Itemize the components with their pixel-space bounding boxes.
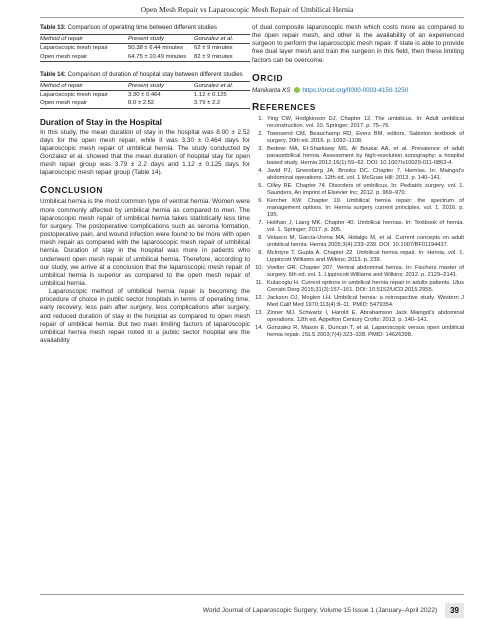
- table-row: [40, 90, 250, 99]
- reference-text: Townsend CM, Beauchamp RD, Evers BM, editors. Sabiston textbook of surgery. 20th ed. 2016. p. 1092–1108.: [267, 130, 464, 144]
- reference-item: [252, 183, 464, 197]
- reference-item: [252, 168, 464, 182]
- reference-item: [252, 295, 464, 309]
- reference-item: [252, 220, 464, 234]
- reference-text: Jackson OJ, Moglen LH. Umbilical hernia: a retrospective study. Western J Med Calif Med 1970;113(4):8–11. PMID: 5479354.: [267, 295, 464, 309]
- reference-text: Javid PJ, Greenberg JA, Brooks DC. Chapter 7. Hernias. In: Maingot's abdominal operations. 12th ed. vol. 1 McGraw Hill; 2013. p. 140–141.: [267, 167, 464, 182]
- table-cell: 1.12 ± 0.125: [194, 91, 227, 98]
- table-cell: 82 ± 9 minutes: [194, 52, 250, 61]
- table13: [40, 34, 250, 62]
- conclusion-heading-rest: ONCLUSION: [47, 185, 104, 196]
- reference-text: Kulacoglu H. Current options in umbilical hernia repair in adults patients. Ulus Cerrahi Derg 2015;31(3):157–161. DOI: 10.5152/UCD.2015.2955.: [267, 280, 464, 294]
- reference-number: 4.: [258, 167, 263, 174]
- table-cell: Open mesh repair: [40, 52, 128, 61]
- table-cell: 64.75 ± 10.49 minutes: [128, 52, 194, 61]
- reference-list: [252, 116, 464, 340]
- table13-header: Gonzalez et al.: [194, 35, 250, 44]
- table14-header: Gonzalez et al.: [194, 81, 250, 90]
- duration-heading: Duration of Stay in the Hospital: [40, 117, 162, 127]
- orcid-author-name: Manikanta KS: [252, 86, 291, 94]
- orcid-heading-rest: RCID: [260, 72, 284, 83]
- reference-number: 9.: [258, 250, 263, 257]
- header-rule: [40, 17, 464, 18]
- table-row: [40, 99, 250, 108]
- reference-item: [252, 310, 464, 324]
- orcid-link[interactable]: https://orcid.org/0000-0003-4150-1250: [302, 86, 409, 94]
- reference-item: [252, 235, 464, 249]
- reference-number: 3.: [258, 145, 263, 152]
- conclusion-paragraph-1: Umbilical hernia is the most common type of ventral hernia. Women were more commonly affected by umbilical hernia as compared to men. The laparoscopic mesh repair of umbilical hernia takes statistically less time for surgery. The postoperative complications such as seroma formation, postoperative pain, and wound infection were found to be more with open mesh repair as compared with the laparoscopic mesh repair of umbilical hernia. Duration of stay in the hospital was more in patients who underwent open mesh repair of umbilical hernia. Therefore, according to our study, we arrive at a conclusion that the laparoscopic mesh repair of umbilical hernia is superior as compared to the open mesh repair of umbilical hernia.: [40, 198, 250, 287]
- reference-text: Voeller GR. Chapter 207. Ventral abdominal hernia. In: Fischers master of surgery. 6th ed. vol. 1. Lippincott Williams and Wilkins; 2012. p. 2129–2141.: [267, 265, 464, 279]
- reference-number: 12.: [255, 295, 263, 302]
- reference-text: Ying CW, Hodgkinson DJ. Chapter 12. The umbilicus. In: Adult umbilical reconstruction. vol. 10. Springer; 2017. p. 75–76.: [267, 115, 464, 129]
- footer: [203, 603, 464, 618]
- orcid-entry: [252, 87, 464, 94]
- reference-item: [252, 265, 464, 279]
- reference-item: [252, 116, 464, 130]
- table-row: [40, 44, 250, 53]
- conclusion-paragraph-3: of dual composite laparoscopic mesh which costs more as compared to the open repair mesh, and other is the availability of an experienced surgeon to perform the laparoscopic mesh repair. If state is able to provide free dual layer mesh and train the surgeon in this field, then these limiting factors can be overcome.: [252, 24, 464, 64]
- table14-header: Method of repair: [40, 81, 128, 90]
- table14-header-row: [40, 81, 250, 90]
- reference-number: 10.: [255, 265, 263, 272]
- reference-item: [252, 250, 464, 264]
- table14-caption-text: Comparison of duration of hospital stay between different studies: [65, 70, 243, 78]
- reference-number: 6.: [258, 197, 263, 204]
- reference-text: Cilley RE. Chapter 74. Disorders of umbilicus. In: Pediatric surgery. vol. 1. Saunders, An imprint of Elsevier Inc; 2012. p. 969–970.: [267, 182, 464, 197]
- reference-item: [252, 198, 464, 220]
- table-cell: 3.79 ± 2.2: [194, 99, 250, 108]
- running-header: Open Mesh Repair vs Laparoscopic Mesh Repair of Umbilical Hernia: [140, 5, 354, 14]
- reference-number: 14.: [255, 325, 263, 332]
- reference-number: 2.: [258, 130, 263, 137]
- reference-item: [252, 280, 464, 294]
- orcid-heading: [252, 73, 464, 84]
- reference-number: 13.: [255, 310, 263, 317]
- reference-number: 1.: [258, 115, 263, 122]
- orcid-heading-initial: O: [252, 72, 261, 84]
- reference-item: [252, 146, 464, 168]
- conclusion-heading-initial: C: [40, 185, 48, 197]
- left-column: [40, 24, 250, 345]
- table14-header: Present study: [128, 81, 194, 90]
- references-heading-initial: R: [252, 101, 260, 113]
- table-cell: 3.30 ± 0.464: [128, 91, 161, 98]
- table14: [40, 81, 250, 109]
- reference-number: 11.: [255, 280, 263, 287]
- table13-caption: [40, 24, 250, 32]
- reference-text: Holihan J, Liang MK. Chapter 40. Umbilical hernias. In: Textbook of hernia. vol. 1. Springer; 2017. p. 305.: [267, 220, 464, 234]
- footer-rule: [40, 594, 464, 595]
- reference-text: Kercher KW. Chapter 19. Umbilical hernia repair: the spectrum of management options. In: Hernia surgery current principles. vol. 1. 2016. p. 195.: [267, 197, 464, 219]
- reference-number: 8.: [258, 235, 263, 242]
- table14-label: Table 14:: [40, 70, 66, 78]
- orcid-icon: [294, 87, 300, 93]
- page-number: 39: [445, 603, 464, 618]
- reference-text: Velasco M, Garcia-Urena MA, Hidalgo M, et al. Current concepts on adult umbilical hernia. Hernia 2005;3(4):233–239. DOI: 10.1007/BF01194437.: [267, 235, 464, 249]
- right-column: [252, 24, 464, 340]
- reference-number: 7.: [258, 220, 263, 227]
- reference-number: 5.: [258, 182, 263, 189]
- reference-text: Gonzalez R, Mason E, Duncan T, et al. Laparoscopic versus open umbilical hernia repair. JSLS 2003;7(4):323–328. PMID: 14626398.: [267, 325, 464, 339]
- conclusion-heading: [40, 185, 250, 196]
- table-cell: Open mesh repair: [40, 99, 128, 108]
- reference-item: [252, 325, 464, 339]
- references-heading: [252, 102, 464, 113]
- table14-caption: [40, 71, 250, 79]
- table13-header: Method of repair: [40, 35, 128, 44]
- table13-caption-text: Comparison of operating time between different studies: [65, 24, 217, 31]
- journal-citation: World Journal of Laparoscopic Surgery, Volume 15 Issue 1 (January–April 2022): [202, 607, 438, 614]
- duration-paragraph: In this study, the mean duration of stay in the hospital was 8.00 ± 2.52 days for the open mesh repair, while it was 3.30 ± 0.464 days for laparoscopic mesh repair of umbilical hernia. The study conducted by Gonzalez et al. showed that the mean duration of hospital stay for open mesh repair group was 3.79 ± 2.2 days and 1.12 ± 0.125 days for laparoscopic mesh repair group (Table 14).: [40, 128, 250, 177]
- table-row: [40, 52, 250, 61]
- table-cell: Laparoscopic mesh repair: [40, 91, 108, 98]
- table13-header-row: [40, 35, 250, 44]
- table-cell: Laparoscopic mesh repair: [40, 45, 108, 52]
- table-cell: 8.0 ± 2.52: [128, 99, 194, 108]
- reference-text: Zinner MJ, Schwartz I, Harold E. Abrahamson Jack Maingot's abdominal operations. 12th ed. Appelton Century Crofts; 2013. p. 140–141.: [267, 310, 464, 324]
- table13-header: Present study: [128, 35, 194, 44]
- reference-item: [252, 131, 464, 145]
- table13-label: Table 13:: [40, 24, 66, 31]
- reference-text: Bedewi MA, El-Sharkawy MS, Al Boukai AA, et al. Prevalence of adult paraumbilical hernia. Assessment by high-resolution sonography: a hospital based study. Hernia 2012;16(1):59–62. DOI: 10.1007/s10029-011-0863-4.: [267, 145, 464, 167]
- reference-text: McIntyre T, Gupta A. Chapter 22. Umbilical hernia repair. In: Hernia, vol. 1. Lippincott Williams and Wilkins; 2013. p. 239.: [267, 250, 464, 264]
- table-cell: 50.38 ± 6.44 minutes: [128, 45, 183, 52]
- table-cell: 62 ± 9 minutes: [194, 45, 233, 52]
- conclusion-paragraph-2: Laparoscopic method of umbilical hernia repair is becoming the procedure of choice in public sector hospitals in terms of operating time, early recovery, less pain after surgery, less complications after surgery, and reduced duration of stay in the hospital as compared to open mesh repair of umbilical hernia. But two main limiting factors of laparoscopic umbilical hernia mesh repair noted in a public sector hospital are the availability: [40, 288, 250, 345]
- references-heading-rest: EFERENCES: [259, 101, 316, 112]
